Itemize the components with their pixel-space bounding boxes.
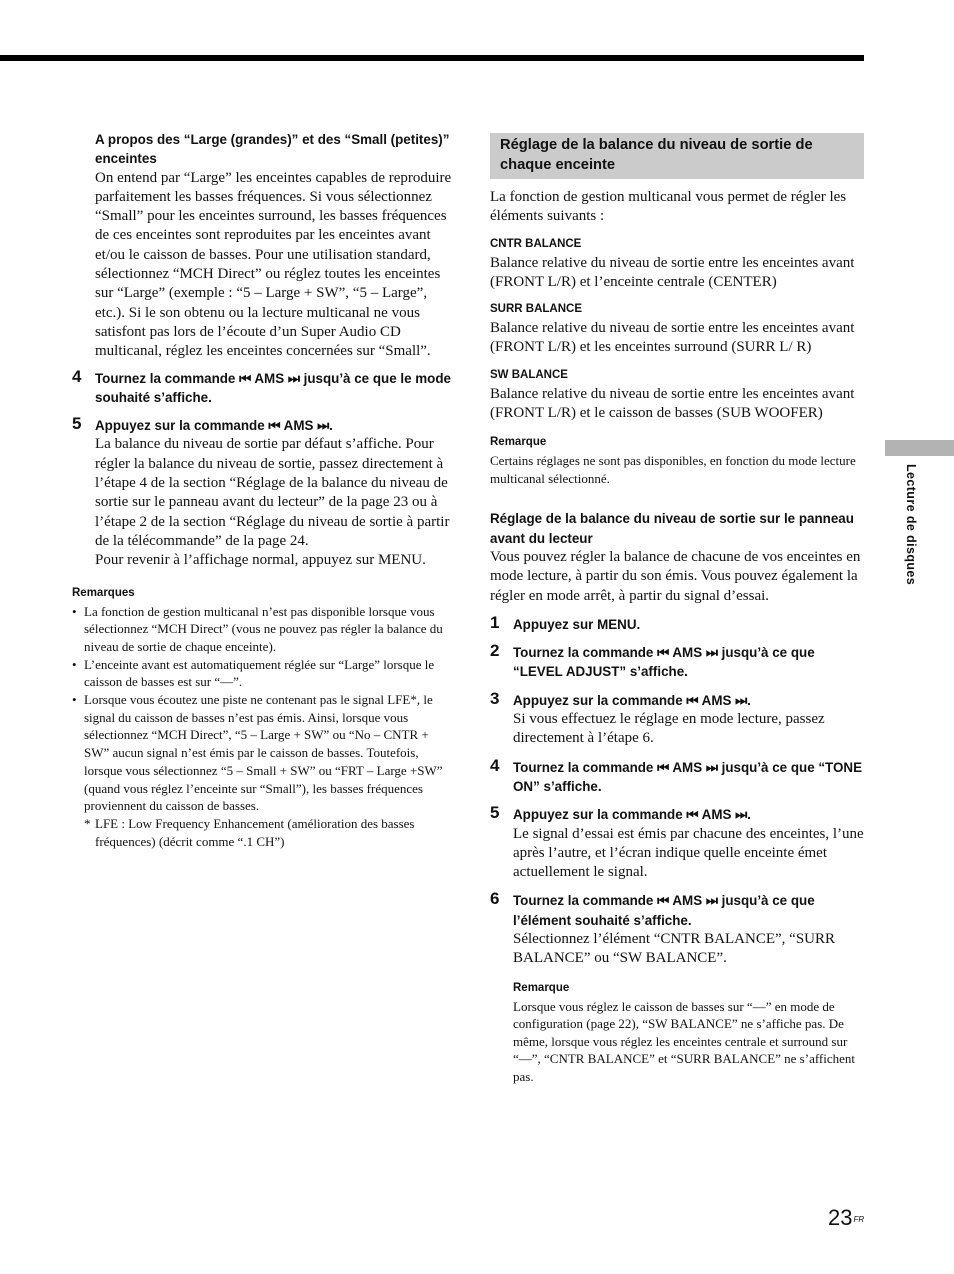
footnote-star: * xyxy=(84,815,91,831)
section-intro: La fonction de gestion multicanal vous permet de régler les éléments suivants : xyxy=(490,189,847,225)
subsection-title: Réglage de la balance du niveau de sortie sur le panneau avant du lecteur xyxy=(490,511,854,546)
step-title: Tournez la commande ⏮ AMS ⏭ jusqu’à ce que l’élément souhaité s’affiche. xyxy=(513,893,815,928)
step-title: Appuyez sur la commande ⏮ AMS ⏭. xyxy=(513,692,751,708)
intro-body: On entend par “Large” les enceintes capables de reproduire parfaitement les basses fréquences. Si vous sélectionnez “Small” pour les enceintes surround, les basses fréquences de ces enceintes sont reproduites par les enceintes avant et/ou le caisson de basses. Pour une utilisation standard, sélectionnez “MCH Direct” ou réglez toutes les enceintes sur “Large” (exemple : “5 – Large + SW”, “5 – Large”, etc.). Si le son obtenu ou la lecture multicanal ne vous satisfont pas lors de l’écoute d’un Super Audio CD multicanal, réglez les enceintes concernées sur “Small”. xyxy=(95,169,452,360)
entry-label: SURR BALANCE xyxy=(490,303,582,316)
entry-text: Balance relative du niveau de sortie entre les enceintes avant (FRONT L/R) et l’enceinte centrale (CENTER) xyxy=(490,254,855,290)
page-language-suffix: FR xyxy=(853,1215,865,1224)
subsection-intro: Vous pouvez régler la balance de chacune de vos enceintes en mode lecture, à partir du son émis. Vous pouvez également la régler en mode arrêt, à partir du signal d’essai. xyxy=(490,548,861,604)
left-column xyxy=(72,130,452,850)
section-tab-marker xyxy=(885,440,954,456)
bullet: • xyxy=(72,603,77,619)
step-title: Appuyez sur la commande ⏮ AMS ⏭. xyxy=(513,807,751,823)
right-step-5 xyxy=(490,805,864,882)
entry-label: SW BALANCE xyxy=(490,368,568,381)
step-title: Appuyez sur MENU. xyxy=(513,616,641,632)
balance-entry xyxy=(490,302,864,358)
right-step-1 xyxy=(490,612,864,634)
step-number: 2 xyxy=(490,641,500,661)
page-number xyxy=(828,1205,864,1231)
entry-label: CNTR BALANCE xyxy=(490,237,582,250)
note-text: L’enceinte avant est automatiquement réglée sur “Large” lorsque le caisson de basses est sur “—”. xyxy=(84,656,435,690)
step-body: Le signal d’essai est émis par chacune des enceintes, l’une après l’autre, et l’écran indique quelle enceinte émet actuellement le signal. xyxy=(513,825,864,881)
note-item xyxy=(72,603,452,656)
step-title: Tournez la commande ⏮ AMS ⏭ jusqu’à ce que “LEVEL ADJUST” s’affiche. xyxy=(513,645,815,680)
final-remark-text: Lorsque vous réglez le caisson de basses sur “—” en mode de configuration (page 22), “SW BALANCE” ne s’affiche pas. De même, lorsque vous réglez les enceintes centrale et surround sur “—”, “CNTR BALANCE” et “SURR BALANCE” ne s’affichent pas. xyxy=(513,998,856,1084)
remark-text: Certains réglages ne sont pas disponibles, en fonction du mode lecture multicanal sélectionné. xyxy=(490,453,856,486)
right-step-6 xyxy=(490,891,864,1085)
step-title: Tournez la commande ⏮ AMS ⏭ jusqu’à ce que le mode souhaité s’affiche. xyxy=(95,370,451,405)
step-number: 6 xyxy=(490,889,500,909)
notes-heading: Remarques xyxy=(72,586,135,599)
final-remark-label: Remarque xyxy=(513,981,570,994)
note-text: Lorsque vous écoutez une piste ne contenant pas le signal LFE*, le signal du caisson de basses n’est pas émis. Ainsi, lorsque vous sélectionnez “MCH Direct”, “5 – Large + SW” ou “No – CNTR + SW” aucun signal n’est émis par le caisson de basses. Toutefois, lorsque vous sélectionnez “5 – Small + SW” ou “FRT – Large +SW” (quand vous réglez l’enceinte sur “Small”), les basses fréquences proviennent du caisson de basses. xyxy=(84,692,443,814)
step-body: Si vous effectuez le réglage en mode lecture, passez directement à l’étape 6. xyxy=(513,711,825,747)
entry-text: Balance relative du niveau de sortie entre les enceintes avant (FRONT L/R) et le caisson de basses (SUB WOOFER) xyxy=(490,385,855,422)
section-title: Réglage de la balance du niveau de sortie de chaque enceinte xyxy=(490,133,864,179)
chapter-side-label: Lecture de disques xyxy=(904,464,918,586)
bullet: • xyxy=(72,656,77,672)
page-number-value: 23 xyxy=(828,1205,853,1230)
step-number: 5 xyxy=(72,414,82,434)
step-number: 3 xyxy=(490,688,500,708)
left-step-5 xyxy=(72,416,452,570)
step-number: 4 xyxy=(72,366,82,386)
step-body: La balance du niveau de sortie par défaut s’affiche. Pour régler la balance du niveau de sortie, passez directement à l’étape 4 de la section “Réglage de la balance du niveau de sortie sur le panneau avant du lecteur” de la page 23 ou à l’étape 2 de la section “Réglage du niveau de sortie à partir de la télécommande” de la page 24. xyxy=(95,436,450,549)
top-rule xyxy=(0,55,864,61)
right-step-3 xyxy=(490,688,864,749)
step-number: 1 xyxy=(490,612,500,632)
notes-list xyxy=(72,603,452,815)
step-number: 4 xyxy=(490,755,500,775)
bullet: • xyxy=(72,692,77,708)
balance-entry xyxy=(490,237,864,293)
entry-text: Balance relative du niveau de sortie entre les enceintes avant (FRONT L/R) et les enceintes surround (SURR L/ R) xyxy=(490,320,855,356)
right-step-4 xyxy=(490,755,864,797)
step-body-return: Pour revenir à l’affichage normal, appuyez sur MENU. xyxy=(95,552,426,569)
balance-entry xyxy=(490,368,864,424)
note-text: La fonction de gestion multicanal n’est pas disponible lorsque vous sélectionnez “MCH Direct” (vous ne pouvez pas régler la balance du niveau de sortie de chaque enceinte). xyxy=(84,603,443,654)
step-title: Tournez la commande ⏮ AMS ⏭ jusqu’à ce que “TONE ON” s’affiche. xyxy=(513,759,863,794)
remark-label: Remarque xyxy=(490,436,547,449)
right-step-2 xyxy=(490,643,864,682)
step-number: 5 xyxy=(490,803,500,823)
note-item xyxy=(72,691,452,815)
lfe-footnote xyxy=(72,815,452,850)
right-column xyxy=(490,133,864,1085)
footnote-text: LFE : Low Frequency Enhancement (amélioration des basses fréquences) (décrit comme “.1 CH”) xyxy=(95,815,415,849)
step-body: Sélectionnez l’élément “CNTR BALANCE”, “SURR BALANCE” ou “SW BALANCE”. xyxy=(513,931,836,967)
speaker-size-intro xyxy=(95,130,452,362)
step-title: Appuyez sur la commande ⏮ AMS ⏭. xyxy=(95,418,333,434)
left-step-4 xyxy=(72,366,452,408)
intro-title: A propos des “Large (grandes)” et des “Small (petites)” enceintes xyxy=(95,132,450,167)
note-item xyxy=(72,656,452,691)
